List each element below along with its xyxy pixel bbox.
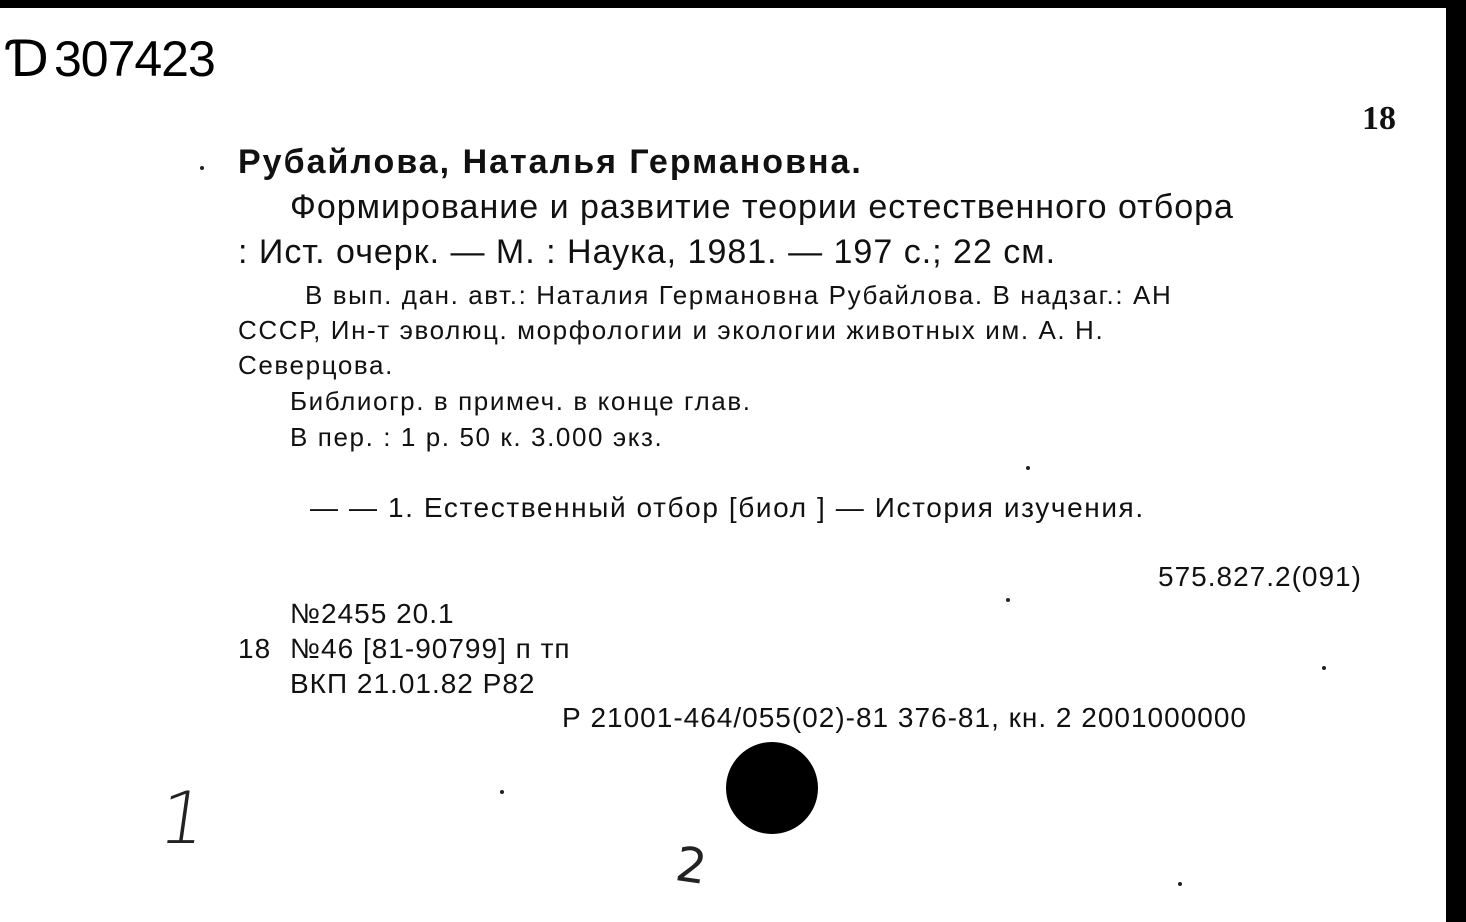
handwritten-mark-1: 1 — [154, 776, 212, 860]
note-line-5: В пер. : 1 р. 50 к. 3.000 экз. — [290, 422, 664, 452]
subject-heading: — — 1. Естественный отбор [биол ] — История изучения. — [310, 492, 1145, 523]
speck — [1026, 466, 1030, 470]
handwritten-mark-2: 2 — [672, 836, 711, 896]
speck — [500, 790, 504, 794]
note-line-2: СССР, Ин-т эволюц. морфологии и экологии животных им. А. Н. — [238, 315, 1105, 345]
author-heading: Рубайлова, Наталья Германовна. — [238, 143, 863, 181]
tech-line-2-prefix: 18 — [238, 633, 272, 664]
title-line-1: Формирование и развитие теории естественного отбора — [290, 188, 1234, 226]
speck — [1322, 666, 1326, 670]
tech-line-3: ВКП 21.01.82 Р82 — [290, 668, 536, 699]
udc-code: 575.827.2(091) — [1158, 561, 1362, 592]
punch-hole — [726, 742, 818, 834]
stamp-mark: Ɗ — [8, 30, 48, 88]
note-line-1: В вып. дан. авт.: Наталия Германовна Рубайлова. В надзаг.: АН — [305, 280, 1173, 310]
note-line-3: Северцова. — [238, 350, 394, 380]
tech-line-2: №46 [81-90799] п тп — [290, 633, 571, 664]
note-line-4: Библиогр. в примеч. в конце глав. — [290, 386, 752, 416]
speck — [1178, 882, 1182, 886]
tech-line-1: №2455 20.1 — [290, 598, 455, 629]
title-line-2: : Ист. очерк. — М. : Наука, 1981. — 197 с.; 22 см. — [238, 233, 1057, 271]
scan-edge — [1446, 0, 1466, 922]
inventory-stamp — [8, 30, 215, 88]
speck — [1006, 598, 1010, 602]
stamp-number: 307423 — [53, 31, 215, 87]
tech-line-4: Р 21001-464/055(02)-81 376-81, кн. 2 2001000000 — [562, 702, 1247, 733]
speck — [200, 166, 204, 170]
card-number: 18 — [1362, 100, 1396, 137]
